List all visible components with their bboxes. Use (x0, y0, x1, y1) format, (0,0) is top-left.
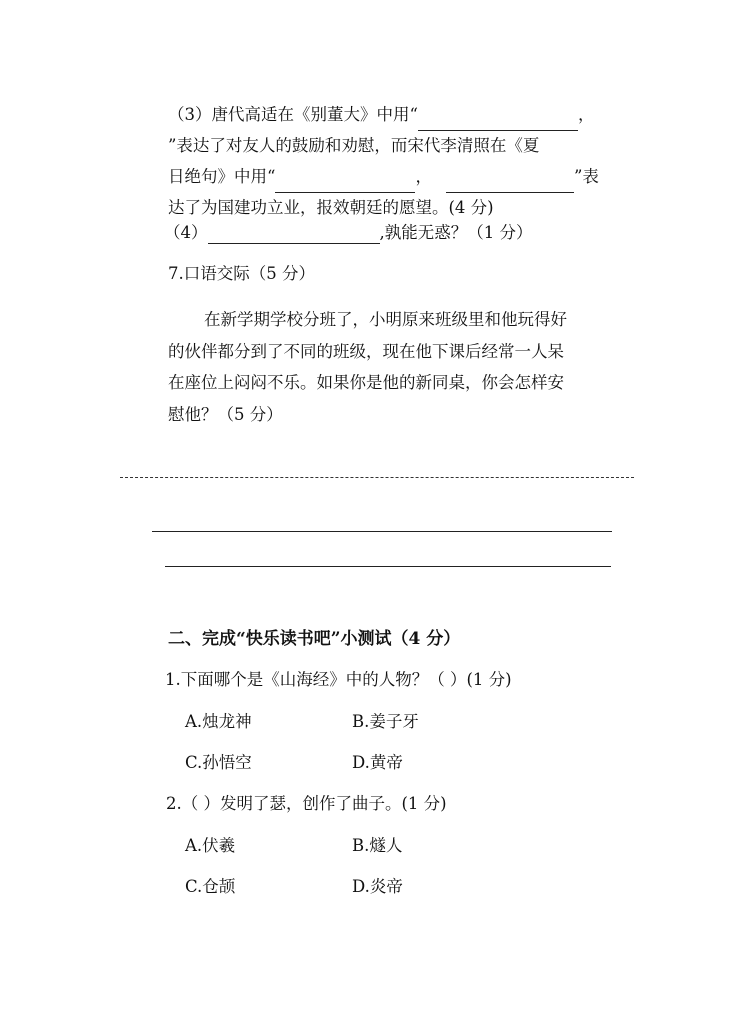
q6-3-line3-mid: ， (415, 167, 432, 186)
blank-3[interactable] (446, 161, 574, 193)
q6-4-prefix: （4） (164, 223, 208, 242)
s2-q2-stem: 2.（ ）发明了瑟，创作了曲子。(1 分) (166, 794, 447, 813)
blank-1[interactable] (418, 99, 578, 131)
answer-line-1[interactable] (120, 477, 634, 478)
q7-para-line-4: 慰他？（5 分） (168, 404, 283, 424)
q6-3-line1-suffix: ， (577, 105, 595, 124)
question-6-3 (168, 99, 620, 223)
answer-line-2[interactable] (152, 531, 612, 532)
s2-q1-option-a[interactable]: A.烛龙神 (185, 712, 252, 731)
s2-q1-stem: 1.下面哪个是《山海经》中的人物？（ ）(1 分) (165, 670, 512, 689)
blank-2[interactable] (275, 161, 415, 193)
q6-4-suffix: ,孰能无惑？（1 分） (379, 223, 533, 242)
q6-3-line-4: 达了为国建功立业，报效朝廷的愿望。(4 分) (168, 198, 494, 217)
section-2-title: 二、完成“快乐读书吧”小测试（4 分） (168, 629, 461, 649)
q6-3-line-2: ”表达了对友人的鼓励和劝慰，而宋代李清照在《夏 (168, 136, 540, 155)
s2-q1-option-c[interactable]: C.孙悟空 (185, 753, 252, 772)
s2-q2-option-a[interactable]: A.伏羲 (185, 836, 236, 855)
q6-3-line1-prefix: （3）唐代高适在《别董大》中用“ (168, 105, 418, 124)
q7-title: 7.口语交际（5 分） (168, 264, 315, 283)
question-6-4 (164, 223, 533, 244)
q7-para-line-1: 在新学期学校分班了，小明原来班级里和他玩得好 (204, 310, 567, 329)
q6-3-line3-suffix: ”表 (573, 167, 599, 186)
q7-paragraph (168, 304, 620, 430)
s2-q1-option-d[interactable]: D.黄帝 (352, 753, 403, 772)
q6-3-line3-prefix: 日绝句》中用“ (168, 167, 276, 186)
q7-para-line-2: 的伙伴都分到了不同的班级，现在他下课后经常一人呆 (168, 341, 564, 361)
s2-q2-option-b[interactable]: B.燧人 (352, 836, 403, 855)
s2-q1-option-b[interactable]: B.姜子牙 (352, 712, 419, 731)
blank-4[interactable] (208, 223, 380, 244)
q7-para-line-3: 在座位上闷闷不乐。如果你是他的新同桌，你会怎样安 (168, 373, 564, 392)
q6-3-line-3 (168, 161, 620, 192)
q6-3-line-1 (168, 99, 620, 130)
s2-q2-option-d[interactable]: D.炎帝 (352, 877, 403, 896)
s2-q2-option-c[interactable]: C.仓颉 (185, 877, 236, 896)
answer-line-3[interactable] (165, 566, 611, 567)
